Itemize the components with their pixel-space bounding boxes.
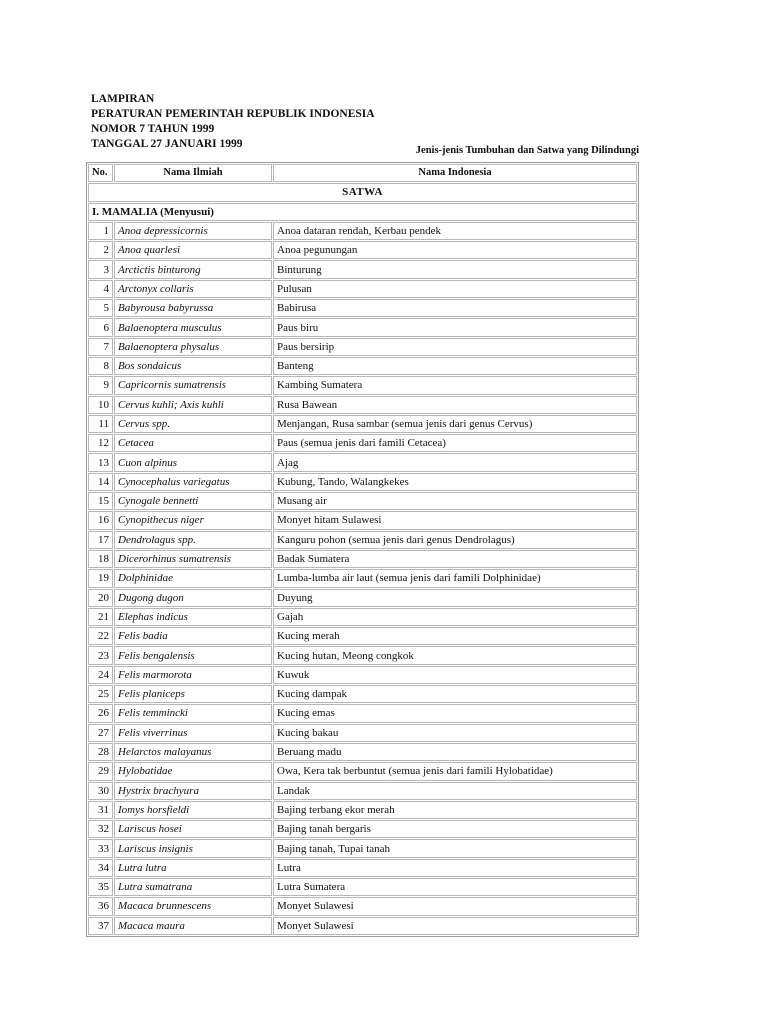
group-row <box>88 183 637 201</box>
document-header <box>91 92 375 152</box>
scientific-name: Felis viverrinus <box>114 724 272 742</box>
table-row <box>88 646 637 664</box>
indonesian-name: Paus bersirip <box>273 338 637 356</box>
row-number: 3 <box>88 260 113 278</box>
indonesian-name: Rusa Bawean <box>273 396 637 414</box>
indonesian-name: Bajing tanah, Tupai tanah <box>273 839 637 857</box>
indonesian-name: Lumba-lumba air laut (semua jenis dari famili Dolphinidae) <box>273 569 637 587</box>
row-number: 6 <box>88 318 113 336</box>
section-title-mamalia: I. MAMALIA (Menyusui) <box>88 203 637 221</box>
scientific-name: Felis temmincki <box>114 704 272 722</box>
indonesian-name: Kucing merah <box>273 627 637 645</box>
scientific-name: Cervus spp. <box>114 415 272 433</box>
header-line: PERATURAN PEMERINTAH REPUBLIK INDONESIA <box>91 108 375 120</box>
row-number: 8 <box>88 357 113 375</box>
row-number: 19 <box>88 569 113 587</box>
row-number: 35 <box>88 878 113 896</box>
row-number: 23 <box>88 646 113 664</box>
table-row <box>88 839 637 857</box>
scientific-name: Cynocephalus variegatus <box>114 473 272 491</box>
row-number: 24 <box>88 666 113 684</box>
indonesian-name: Kuwuk <box>273 666 637 684</box>
indonesian-name: Badak Sumatera <box>273 550 637 568</box>
row-number: 10 <box>88 396 113 414</box>
scientific-name: Elephas indicus <box>114 608 272 626</box>
table-row <box>88 511 637 529</box>
row-number: 33 <box>88 839 113 857</box>
indonesian-name: Musang air <box>273 492 637 510</box>
scientific-name: Arctictis binturong <box>114 260 272 278</box>
scientific-name: Dolphinidae <box>114 569 272 587</box>
table-row <box>88 724 637 742</box>
indonesian-name: Lutra <box>273 859 637 877</box>
indonesian-name: Binturung <box>273 260 637 278</box>
table-row <box>88 762 637 780</box>
column-header-nama-ilmiah: Nama Ilmiah <box>114 164 272 182</box>
indonesian-name: Banteng <box>273 357 637 375</box>
scientific-name: Lariscus insignis <box>114 839 272 857</box>
indonesian-name: Kambing Sumatera <box>273 376 637 394</box>
row-number: 11 <box>88 415 113 433</box>
scientific-name: Cynopithecus niger <box>114 511 272 529</box>
row-number: 28 <box>88 743 113 761</box>
header-line: NOMOR 7 TAHUN 1999 <box>91 123 215 135</box>
header-line: TANGGAL 27 JANUARI 1999 <box>91 138 243 150</box>
table-row <box>88 704 637 722</box>
indonesian-name: Landak <box>273 782 637 800</box>
row-number: 12 <box>88 434 113 452</box>
scientific-name: Balaenoptera musculus <box>114 318 272 336</box>
row-number: 17 <box>88 531 113 549</box>
row-number: 34 <box>88 859 113 877</box>
table-row <box>88 299 637 317</box>
table-row <box>88 396 637 414</box>
row-number: 27 <box>88 724 113 742</box>
indonesian-name: Monyet Sulawesi <box>273 917 637 935</box>
scientific-name: Macaca brunnescens <box>114 897 272 915</box>
table-row <box>88 820 637 838</box>
table-row <box>88 357 637 375</box>
scientific-name: Lutra lutra <box>114 859 272 877</box>
scientific-name: Babyrousa babyrussa <box>114 299 272 317</box>
scientific-name: Dugong dugon <box>114 589 272 607</box>
row-number: 26 <box>88 704 113 722</box>
scientific-name: Hylobatidae <box>114 762 272 780</box>
table-row <box>88 859 637 877</box>
row-number: 31 <box>88 801 113 819</box>
scientific-name: Cuon alpinus <box>114 453 272 471</box>
scientific-name: Felis planiceps <box>114 685 272 703</box>
document-subtitle: Jenis-jenis Tumbuhan dan Satwa yang Dilindungi <box>415 145 639 156</box>
row-number: 2 <box>88 241 113 259</box>
scientific-name: Cynogale bennetti <box>114 492 272 510</box>
table-row <box>88 376 637 394</box>
table-row <box>88 801 637 819</box>
row-number: 20 <box>88 589 113 607</box>
table-header-row <box>88 164 637 182</box>
indonesian-name: Bajing tanah bergaris <box>273 820 637 838</box>
row-number: 13 <box>88 453 113 471</box>
indonesian-name: Kucing dampak <box>273 685 637 703</box>
scientific-name: Felis bengalensis <box>114 646 272 664</box>
indonesian-name: Kanguru pohon (semua jenis dari genus Dendrolagus) <box>273 531 637 549</box>
section-row <box>88 203 637 221</box>
row-number: 1 <box>88 222 113 240</box>
table-row <box>88 531 637 549</box>
table-row <box>88 280 637 298</box>
scientific-name: Lutra sumatrana <box>114 878 272 896</box>
row-number: 32 <box>88 820 113 838</box>
indonesian-name: Kucing bakau <box>273 724 637 742</box>
table-row <box>88 608 637 626</box>
table-row <box>88 318 637 336</box>
scientific-name: Macaca maura <box>114 917 272 935</box>
row-number: 9 <box>88 376 113 394</box>
table-row <box>88 338 637 356</box>
scientific-name: Iomys horsfieldi <box>114 801 272 819</box>
table-row <box>88 782 637 800</box>
indonesian-name: Menjangan, Rusa sambar (semua jenis dari genus Cervus) <box>273 415 637 433</box>
table-row <box>88 415 637 433</box>
row-number: 21 <box>88 608 113 626</box>
row-number: 30 <box>88 782 113 800</box>
table-row <box>88 627 637 645</box>
indonesian-name: Duyung <box>273 589 637 607</box>
table-row <box>88 666 637 684</box>
scientific-name: Felis marmorota <box>114 666 272 684</box>
row-number: 37 <box>88 917 113 935</box>
row-number: 29 <box>88 762 113 780</box>
scientific-name: Capricornis sumatrensis <box>114 376 272 394</box>
scientific-name: Anoa quarlesi <box>114 241 272 259</box>
scientific-name: Balaenoptera physalus <box>114 338 272 356</box>
table-row <box>88 743 637 761</box>
group-title-satwa: SATWA <box>88 183 637 201</box>
row-number: 25 <box>88 685 113 703</box>
row-number: 22 <box>88 627 113 645</box>
scientific-name: Felis badia <box>114 627 272 645</box>
table-row <box>88 917 637 935</box>
scientific-name: Cervus kuhli; Axis kuhli <box>114 396 272 414</box>
indonesian-name: Owa, Kera tak berbuntut (semua jenis dari famili Hylobatidae) <box>273 762 637 780</box>
indonesian-name: Monyet hitam Sulawesi <box>273 511 637 529</box>
row-number: 14 <box>88 473 113 491</box>
row-number: 4 <box>88 280 113 298</box>
indonesian-name: Paus (semua jenis dari famili Cetacea) <box>273 434 637 452</box>
scientific-name: Dendrolagus spp. <box>114 531 272 549</box>
scientific-name: Arctonyx collaris <box>114 280 272 298</box>
row-number: 5 <box>88 299 113 317</box>
scientific-name: Bos sondaicus <box>114 357 272 375</box>
header-line: LAMPIRAN <box>91 93 155 105</box>
scientific-name: Cetacea <box>114 434 272 452</box>
scientific-name: Anoa depressicornis <box>114 222 272 240</box>
indonesian-name: Kucing hutan, Meong congkok <box>273 646 637 664</box>
indonesian-name: Kubung, Tando, Walangkekes <box>273 473 637 491</box>
table-row <box>88 569 637 587</box>
indonesian-name: Babirusa <box>273 299 637 317</box>
row-number: 15 <box>88 492 113 510</box>
table-row <box>88 241 637 259</box>
indonesian-name: Pulusan <box>273 280 637 298</box>
table-row <box>88 434 637 452</box>
indonesian-name: Bajing terbang ekor merah <box>273 801 637 819</box>
indonesian-name: Beruang madu <box>273 743 637 761</box>
table-row <box>88 589 637 607</box>
indonesian-name: Gajah <box>273 608 637 626</box>
table-row <box>88 492 637 510</box>
table-row <box>88 878 637 896</box>
indonesian-name: Paus biru <box>273 318 637 336</box>
column-header-no: No. <box>88 164 113 182</box>
species-table <box>86 162 639 937</box>
scientific-name: Helarctos malayanus <box>114 743 272 761</box>
indonesian-name: Lutra Sumatera <box>273 878 637 896</box>
row-number: 16 <box>88 511 113 529</box>
table-row <box>88 453 637 471</box>
indonesian-name: Anoa pegunungan <box>273 241 637 259</box>
scientific-name: Lariscus hosei <box>114 820 272 838</box>
indonesian-name: Monyet Sulawesi <box>273 897 637 915</box>
table-row <box>88 897 637 915</box>
table-row <box>88 685 637 703</box>
row-number: 36 <box>88 897 113 915</box>
table-row <box>88 222 637 240</box>
column-header-nama-indonesia: Nama Indonesia <box>273 164 637 182</box>
scientific-name: Dicerorhinus sumatrensis <box>114 550 272 568</box>
table-row <box>88 550 637 568</box>
row-number: 18 <box>88 550 113 568</box>
indonesian-name: Kucing emas <box>273 704 637 722</box>
row-number: 7 <box>88 338 113 356</box>
table-row <box>88 473 637 491</box>
indonesian-name: Anoa dataran rendah, Kerbau pendek <box>273 222 637 240</box>
scientific-name: Hystrix brachyura <box>114 782 272 800</box>
indonesian-name: Ajag <box>273 453 637 471</box>
table-row <box>88 260 637 278</box>
